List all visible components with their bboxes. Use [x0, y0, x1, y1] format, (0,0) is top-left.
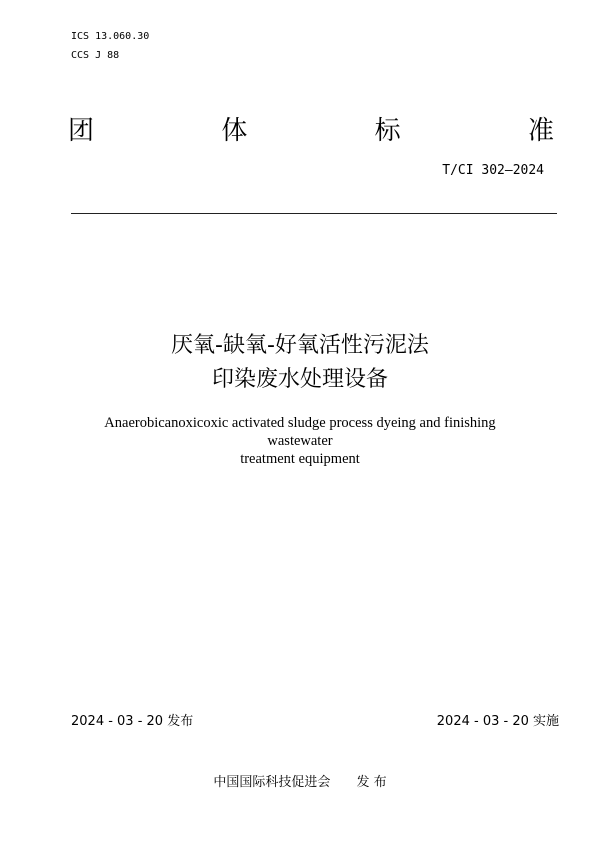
english-title: [72, 414, 528, 468]
standard-type-char-2: 体: [221, 116, 248, 146]
standard-number: T/CI 302—2024: [442, 163, 544, 178]
standard-type-char-4: 准: [527, 116, 554, 146]
publisher-action: 发 布: [356, 775, 387, 790]
english-title-line-2: treatment equipment: [240, 451, 360, 467]
implementation-date: 2024 - 03 - 20 实施: [436, 714, 559, 729]
ccs-code: CCS J 88: [71, 50, 120, 61]
ics-code: ICS 13.060.30: [71, 31, 150, 42]
english-title-line-1: Anaerobicanoxicoxic activated sludge process dyeing and finishing wastewater: [104, 415, 496, 449]
publisher-name: 中国国际科技促进会: [213, 775, 331, 790]
standard-type-heading: [68, 113, 554, 149]
chinese-title-line-1: 厌氧-缺氧-好氧活性污泥法: [171, 333, 429, 358]
standard-type-char-3: 标: [374, 116, 401, 146]
publisher-line: [0, 774, 600, 792]
release-date: 2024 - 03 - 20 发布: [71, 714, 194, 729]
header-divider: [71, 213, 557, 214]
standard-type-char-1: 团: [68, 116, 95, 146]
classification-codes: [71, 27, 149, 65]
chinese-title-line-2: 印染废水处理设备: [211, 367, 388, 392]
